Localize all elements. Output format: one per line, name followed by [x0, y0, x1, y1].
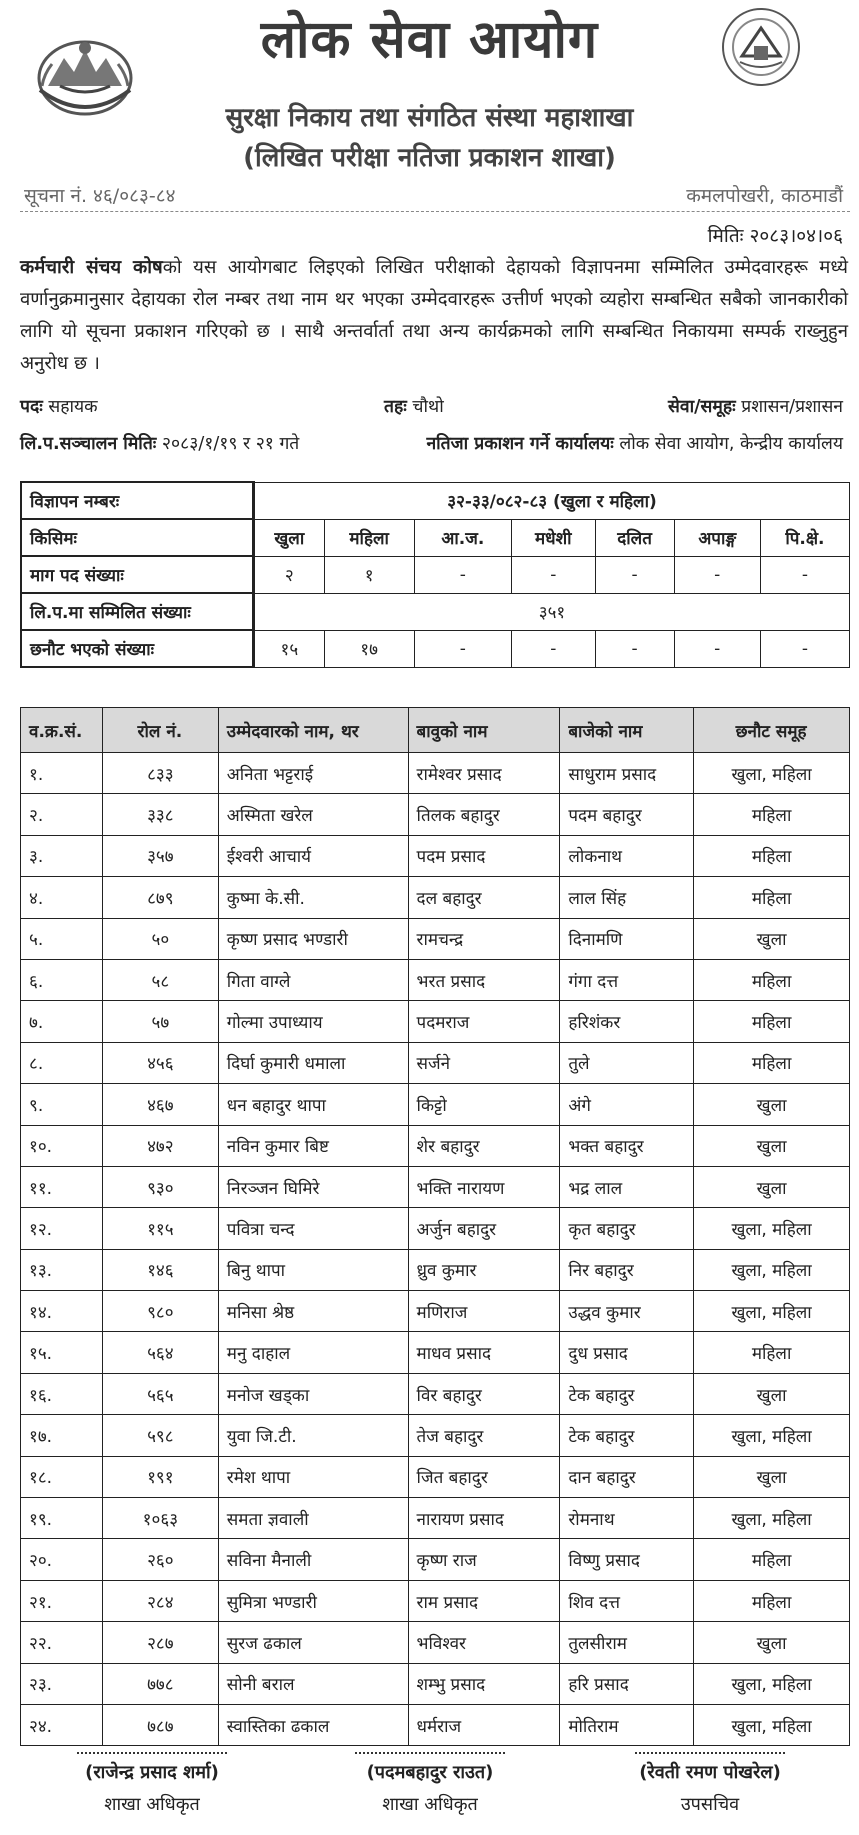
table-cell: खुला: [694, 1166, 850, 1207]
table-cell: १७.: [21, 1415, 103, 1456]
table-cell: टेक बहादुर: [560, 1415, 694, 1456]
column-header: व.क्र.सं.: [21, 708, 103, 753]
table-cell: सुमित्रा भण्डारी: [218, 1580, 408, 1621]
type-label: किसिमः: [21, 519, 254, 556]
table-cell: मणिराज: [408, 1291, 560, 1332]
table-cell: खुला, महिला: [694, 1208, 850, 1249]
table-cell: खुला: [694, 1456, 850, 1497]
table-cell: ५०: [102, 918, 218, 959]
table-cell: ३३८: [102, 794, 218, 835]
summary-row-demand: [21, 556, 850, 593]
signature-line: [355, 1752, 505, 1754]
signature-block: [52, 1752, 252, 1816]
table-cell: विष्णु प्रसाद: [560, 1539, 694, 1580]
signature-block: [330, 1752, 530, 1816]
table-cell: जित बहादुर: [408, 1456, 560, 1497]
table-cell: २१.: [21, 1580, 103, 1621]
table-cell: २४.: [21, 1704, 103, 1745]
table-cell: शेर बहादुर: [408, 1125, 560, 1166]
selected-cell: -: [595, 630, 674, 667]
table-cell: शिव दत्त: [560, 1580, 694, 1621]
table-cell: रोमनाथ: [560, 1498, 694, 1539]
type-cell: दलित: [595, 519, 674, 556]
table-cell: मनोज खड्का: [218, 1373, 408, 1414]
signatory-name: (राजेन्द्र प्रसाद शर्मा): [85, 1762, 219, 1783]
table-cell: माधव प्रसाद: [408, 1332, 560, 1373]
table-cell: १४६: [102, 1249, 218, 1290]
table-row: [21, 877, 850, 918]
table-cell: दिर्घा कुमारी धमाला: [218, 1042, 408, 1083]
table-cell: ९३०: [102, 1166, 218, 1207]
table-cell: पदम बहादुर: [560, 794, 694, 835]
appeared-value: ३५१: [254, 593, 850, 630]
table-cell: १०.: [21, 1125, 103, 1166]
selected-cell: -: [760, 630, 849, 667]
table-cell: महिला: [694, 1539, 850, 1580]
table-cell: पदमराज: [408, 1001, 560, 1042]
table-cell: उद्धव कुमार: [560, 1291, 694, 1332]
table-cell: मनु दाहाल: [218, 1332, 408, 1373]
table-cell: १५.: [21, 1332, 103, 1373]
table-cell: दिनामणि: [560, 918, 694, 959]
table-cell: १८.: [21, 1456, 103, 1497]
table-row: [21, 753, 850, 794]
result-office-label: नतिजा प्रकाशन गर्ने कार्यालयः: [426, 434, 614, 454]
table-cell: साधुराम प्रसाद: [560, 753, 694, 794]
service-value: प्रशासन/प्रशासन: [741, 397, 843, 417]
candidates-header-row: [21, 708, 850, 753]
table-cell: निर बहादुर: [560, 1249, 694, 1290]
table-cell: तुले: [560, 1042, 694, 1083]
table-cell: महिला: [694, 877, 850, 918]
table-cell: लोकनाथ: [560, 835, 694, 876]
table-cell: दुध प्रसाद: [560, 1332, 694, 1373]
signature-line: [635, 1752, 785, 1754]
table-cell: खुला: [694, 918, 850, 959]
header-divider: [20, 211, 850, 212]
notice-number: सूचना नं. ४६/०८३-८४: [24, 185, 176, 207]
table-cell: खुला, महिला: [694, 1498, 850, 1539]
demand-cell: -: [674, 556, 760, 593]
exam-date-label: लि.प.सञ्चालन मितिः: [20, 434, 157, 454]
table-cell: सर्जने: [408, 1042, 560, 1083]
table-row: [21, 794, 850, 835]
table-cell: २८४: [102, 1580, 218, 1621]
post-info: [20, 394, 98, 418]
table-cell: समता ज्ञवाली: [218, 1498, 408, 1539]
service-info: [668, 394, 843, 418]
notice-body-text: को यस आयोगबाट लिइएको लिखित परीक्षाको देहायको विज्ञापनमा सम्मिलित उम्मेदवारहरू मध्ये वर्णानुक्रमानुसार देहायका रोल नम्बर तथा नाम थर भएका उम्मेदवारहरू उत्तीर्ण भएको व्यहोरा सम्बन्धित सबैको जानकारीको लागि यो सूचना प्रकाशन गरिएको छ । साथै अन्तर्वार्ता तथा अन्य कार्यक्रमको लागि सम्बन्धित निकायमा सम्पर्क राख्नुहुन अनुरोध छ ।: [20, 257, 848, 374]
summary-row-appeared: [21, 593, 850, 630]
table-cell: ४७२: [102, 1125, 218, 1166]
table-cell: मनिसा श्रेष्ठ: [218, 1291, 408, 1332]
table-cell: ५८: [102, 959, 218, 1000]
table-row: [21, 1125, 850, 1166]
table-row: [21, 1373, 850, 1414]
advertisement-summary-table: [20, 481, 850, 668]
table-cell: खुला: [694, 1084, 850, 1125]
table-cell: ७८७: [102, 1704, 218, 1745]
table-cell: तुलसीराम: [560, 1622, 694, 1663]
table-cell: २.: [21, 794, 103, 835]
table-cell: महिला: [694, 835, 850, 876]
ad-number-label: विज्ञापन नम्बरः: [21, 482, 254, 519]
table-cell: भक्त बहादुर: [560, 1125, 694, 1166]
table-cell: खुला: [694, 1622, 850, 1663]
level-info: [384, 394, 444, 418]
table-cell: पदम प्रसाद: [408, 835, 560, 876]
table-cell: लाल सिंह: [560, 877, 694, 918]
table-row: [21, 1498, 850, 1539]
table-cell: ११५: [102, 1208, 218, 1249]
table-cell: भद्र लाल: [560, 1166, 694, 1207]
table-cell: ध्रुव कुमार: [408, 1249, 560, 1290]
table-cell: अंगे: [560, 1084, 694, 1125]
table-cell: युवा जि.टी.: [218, 1415, 408, 1456]
service-label: सेवा/समूहः: [668, 397, 736, 417]
table-cell: ४६७: [102, 1084, 218, 1125]
table-row: [21, 1249, 850, 1290]
selected-cell: -: [512, 630, 595, 667]
table-row: [21, 1580, 850, 1621]
table-cell: कृष्ण प्रसाद भण्डारी: [218, 918, 408, 959]
table-cell: महिला: [694, 794, 850, 835]
table-cell: ५.: [21, 918, 103, 959]
column-header: रोल नं.: [102, 708, 218, 753]
type-cell: महिला: [324, 519, 414, 556]
demand-label: माग पद संख्याः: [21, 556, 254, 593]
exam-date-info: [20, 431, 299, 455]
appeared-label: लि.प.मा सम्मिलित संख्याः: [21, 593, 254, 630]
table-cell: अर्जुन बहादुर: [408, 1208, 560, 1249]
table-cell: खुला, महिला: [694, 1415, 850, 1456]
column-header: बाजेको नाम: [560, 708, 694, 753]
summary-row-selected: [21, 630, 850, 667]
table-cell: ईश्वरी आचार्य: [218, 835, 408, 876]
table-cell: ८३३: [102, 753, 218, 794]
table-row: [21, 959, 850, 1000]
table-cell: कुष्मा के.सी.: [218, 877, 408, 918]
table-cell: नारायण प्रसाद: [408, 1498, 560, 1539]
table-cell: राम प्रसाद: [408, 1580, 560, 1621]
signatory-designation: उपसचिव: [680, 1794, 740, 1815]
demand-cell: -: [595, 556, 674, 593]
table-row: [21, 835, 850, 876]
ad-number-value: ३२-३३/०८२-८३ (खुला र महिला): [254, 482, 850, 519]
table-row: [21, 1456, 850, 1497]
signatory-name: (पदमबहादुर राउत): [366, 1762, 494, 1783]
selected-cell: -: [674, 630, 760, 667]
type-cell: आ.ज.: [414, 519, 511, 556]
table-cell: महिला: [694, 1001, 850, 1042]
selected-cell: १५: [254, 630, 325, 667]
table-cell: बिनु थापा: [218, 1249, 408, 1290]
table-cell: ८७९: [102, 877, 218, 918]
table-cell: तिलक बहादुर: [408, 794, 560, 835]
table-row: [21, 1001, 850, 1042]
signature-block: [610, 1752, 810, 1816]
table-cell: गंगा दत्त: [560, 959, 694, 1000]
result-office-value: लोक सेवा आयोग, केन्द्रीय कार्यालय: [619, 434, 843, 454]
table-cell: खुला, महिला: [694, 1291, 850, 1332]
table-cell: महिला: [694, 1042, 850, 1083]
section-name: (लिखित परीक्षा नतिजा प्रकाशन शाखा): [243, 143, 616, 173]
table-cell: धर्मराज: [408, 1704, 560, 1745]
office-address: कमलपोखरी, काठमाडौं: [686, 185, 843, 207]
table-cell: १४.: [21, 1291, 103, 1332]
division-name: सुरक्षा निकाय तथा संगठित संस्था महाशाखा: [225, 103, 634, 133]
table-cell: ५६५: [102, 1373, 218, 1414]
table-cell: भक्ति नारायण: [408, 1166, 560, 1207]
table-cell: धन बहादुर थापा: [218, 1084, 408, 1125]
signatory-name: (रेवती रमण पोखरेल): [639, 1762, 781, 1783]
table-row: [21, 1539, 850, 1580]
summary-row-advertisement: [21, 482, 850, 519]
exam-date-value: २०८३/१/१९ र २१ गते: [161, 434, 300, 454]
type-cell: पि.क्षे.: [760, 519, 849, 556]
table-cell: ११.: [21, 1166, 103, 1207]
table-row: [21, 1084, 850, 1125]
candidates-body: [21, 753, 850, 1746]
table-cell: ४.: [21, 877, 103, 918]
table-cell: खुला, महिला: [694, 1704, 850, 1745]
table-cell: १२.: [21, 1208, 103, 1249]
type-cell: खुला: [254, 519, 325, 556]
page-title: लोक सेवा आयोग: [260, 10, 599, 70]
table-cell: निरञ्जन घिमिरे: [218, 1166, 408, 1207]
table-cell: भविश्वर: [408, 1622, 560, 1663]
table-cell: हरि प्रसाद: [560, 1663, 694, 1704]
column-header: बावुको नाम: [408, 708, 560, 753]
table-cell: गोल्मा उपाध्याय: [218, 1001, 408, 1042]
table-cell: पवित्रा चन्द: [218, 1208, 408, 1249]
table-row: [21, 1208, 850, 1249]
level-value: चौथो: [412, 397, 444, 417]
table-cell: २६०: [102, 1539, 218, 1580]
table-cell: सुरज ढकाल: [218, 1622, 408, 1663]
demand-cell: -: [512, 556, 595, 593]
table-cell: किट्टो: [408, 1084, 560, 1125]
demand-cell: २: [254, 556, 325, 593]
table-cell: १९.: [21, 1498, 103, 1539]
candidates-table: [20, 707, 850, 1746]
notice-body: [20, 252, 848, 380]
table-row: [21, 1332, 850, 1373]
table-cell: १.: [21, 753, 103, 794]
column-header: उम्मेदवारको नाम, थर: [218, 708, 408, 753]
table-cell: ९८०: [102, 1291, 218, 1332]
table-cell: २२.: [21, 1622, 103, 1663]
table-cell: खुला: [694, 1125, 850, 1166]
table-cell: अस्मिता खरेल: [218, 794, 408, 835]
table-cell: ८.: [21, 1042, 103, 1083]
table-cell: सविना मैनाली: [218, 1539, 408, 1580]
signatory-designation: शाखा अधिकृत: [382, 1794, 478, 1815]
table-cell: स्वास्तिका ढकाल: [218, 1704, 408, 1745]
signature-line: [77, 1752, 227, 1754]
table-cell: ७.: [21, 1001, 103, 1042]
type-cell: अपाङ्ग: [674, 519, 760, 556]
table-row: [21, 1042, 850, 1083]
table-cell: २०.: [21, 1539, 103, 1580]
table-cell: ३.: [21, 835, 103, 876]
signatory-designation: शाखा अधिकृत: [104, 1794, 200, 1815]
table-cell: ३५७: [102, 835, 218, 876]
table-cell: १६.: [21, 1373, 103, 1414]
table-cell: खुला: [694, 1373, 850, 1414]
table-cell: १९१: [102, 1456, 218, 1497]
table-cell: सोनी बराल: [218, 1663, 408, 1704]
table-cell: २८७: [102, 1622, 218, 1663]
table-cell: शम्भु प्रसाद: [408, 1663, 560, 1704]
table-cell: कृत बहादुर: [560, 1208, 694, 1249]
table-row: [21, 918, 850, 959]
table-row: [21, 1291, 850, 1332]
table-cell: कृष्ण राज: [408, 1539, 560, 1580]
column-header: छनौट समूह: [694, 708, 850, 753]
table-cell: ७७८: [102, 1663, 218, 1704]
table-cell: २३.: [21, 1663, 103, 1704]
table-cell: रामेश्वर प्रसाद: [408, 753, 560, 794]
demand-cell: १: [324, 556, 414, 593]
table-cell: खुला, महिला: [694, 1249, 850, 1290]
selected-cell: -: [414, 630, 511, 667]
table-cell: रामचन्द्र: [408, 918, 560, 959]
level-label: तहः: [384, 397, 407, 417]
table-cell: ५६४: [102, 1332, 218, 1373]
summary-row-types: [21, 519, 850, 556]
table-cell: विर बहादुर: [408, 1373, 560, 1414]
table-cell: खुला, महिला: [694, 753, 850, 794]
table-cell: १०६३: [102, 1498, 218, 1539]
table-cell: अनिता भट्टराई: [218, 753, 408, 794]
selected-label: छनौट भएको संख्याः: [21, 630, 254, 667]
table-cell: गिता वाग्ले: [218, 959, 408, 1000]
table-cell: १३.: [21, 1249, 103, 1290]
table-cell: महिला: [694, 1332, 850, 1373]
table-row: [21, 1166, 850, 1207]
table-cell: ६.: [21, 959, 103, 1000]
table-cell: ४५६: [102, 1042, 218, 1083]
table-cell: मोतिराम: [560, 1704, 694, 1745]
table-row: [21, 1415, 850, 1456]
post-label: पदः: [20, 397, 43, 417]
type-cell: मधेशी: [512, 519, 595, 556]
table-cell: दान बहादुर: [560, 1456, 694, 1497]
table-cell: नविन कुमार बिष्ट: [218, 1125, 408, 1166]
table-cell: ९.: [21, 1084, 103, 1125]
table-cell: भरत प्रसाद: [408, 959, 560, 1000]
table-cell: महिला: [694, 1580, 850, 1621]
table-cell: टेक बहादुर: [560, 1373, 694, 1414]
table-cell: दल बहादुर: [408, 877, 560, 918]
table-cell: ५९८: [102, 1415, 218, 1456]
table-cell: रमेश थापा: [218, 1456, 408, 1497]
table-cell: ५७: [102, 1001, 218, 1042]
result-office-info: [426, 431, 843, 455]
table-cell: खुला, महिला: [694, 1663, 850, 1704]
table-cell: महिला: [694, 959, 850, 1000]
table-cell: हरिशंकर: [560, 1001, 694, 1042]
post-value: सहायक: [48, 397, 98, 417]
demand-cell: -: [760, 556, 849, 593]
selected-cell: १७: [324, 630, 414, 667]
table-row: [21, 1622, 850, 1663]
organization-name: कर्मचारी संचय कोष: [20, 257, 163, 278]
table-row: [21, 1663, 850, 1704]
table-cell: तेज बहादुर: [408, 1415, 560, 1456]
table-row: [21, 1704, 850, 1745]
demand-cell: -: [414, 556, 511, 593]
notice-date: मितिः २०८३।०४।०६: [707, 225, 843, 247]
